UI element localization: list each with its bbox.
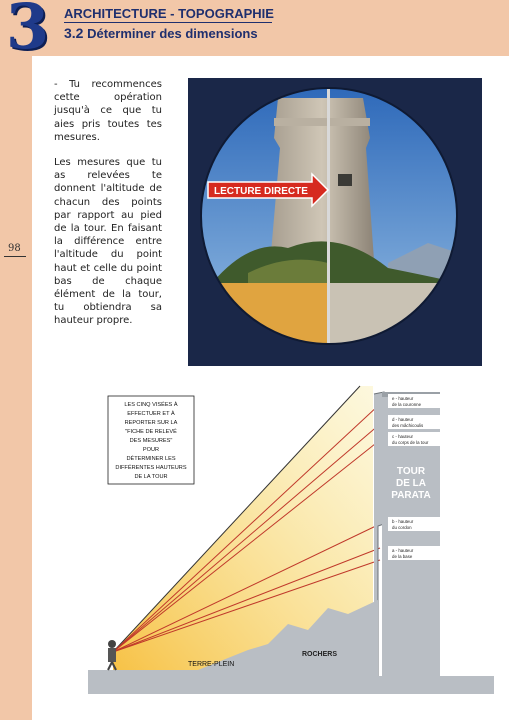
measure-label-line: du cordon [392, 525, 412, 530]
measure-label-line: a - hauteur [392, 548, 414, 553]
page-number: 98 [8, 243, 21, 254]
sighting-diagram [38, 380, 494, 694]
rochers-label: ROCHERS [302, 651, 338, 658]
chapter-number: 3 [6, 0, 50, 63]
measure-label-line: de la couronne [392, 402, 422, 407]
section-title [64, 25, 258, 41]
paragraph: Les mesures que tu as relevées te donnent l'altitude de chacun des points par rapport au pied de la tour. En faisant la différence entre l'altitude du point haut et celle du point bas de chaque élément de la tour, tu obtiendra sa hauteur propre. [54, 157, 162, 327]
tower-photo [188, 78, 482, 366]
measure-label-line: b - hauteur [392, 519, 414, 524]
lecture-directe-label: LECTURE DIRECTE [214, 186, 308, 197]
header-rule [64, 22, 272, 23]
terre-plein-label: TERRE-PLEIN [188, 661, 235, 668]
tower-label-line: TOUR [396, 466, 426, 477]
info-box-line: DE LA TOUR [134, 474, 168, 480]
info-box-line: DIFFÉRENTES HAUTEURS [115, 465, 187, 471]
section-title-text: Déterminer des dimensions [87, 26, 258, 41]
tower-label-line: DE LA [396, 478, 426, 489]
chapter-title: ARCHITECTURE - TOPOGRAPHIE [64, 6, 274, 21]
measure-label-c [388, 432, 440, 446]
measure-label-e [388, 394, 440, 408]
body-text [54, 78, 162, 340]
measure-label-line: de la base [392, 554, 413, 559]
info-box-line: EFFECTUER ET À [127, 411, 175, 417]
measure-label-a [388, 546, 440, 560]
info-box-line: DÉTERMINER LES [126, 456, 176, 462]
measure-label-b [388, 517, 440, 531]
sighting-diagram-svg [38, 380, 494, 694]
measure-label-line: c - hauteur [392, 434, 413, 439]
paragraph: - Tu recommences cette opération jusqu'à ce que tu aies pris toutes tes mesures. [54, 79, 162, 143]
info-box-line: LES CINQ VISÉES À [124, 402, 178, 408]
measure-label-line: du corps de la tour [392, 440, 429, 445]
observer-icon [108, 640, 116, 670]
measure-label-line: e - hauteur [392, 396, 414, 401]
info-box-line: POUR [142, 447, 160, 453]
measure-label-d [388, 415, 440, 429]
info-box-line: DES MESURES" [129, 438, 173, 444]
eyepiece-view [188, 78, 482, 366]
info-box-line: "FICHE DE RELEVÉ [125, 429, 177, 435]
tower-label-line: PARATA [391, 490, 431, 501]
info-box-line: REPORTER SUR LA [124, 420, 178, 426]
section-number: 3.2 [64, 25, 84, 41]
info-box [108, 396, 194, 484]
page-number-rule [4, 256, 26, 257]
measure-label-line: d - hauteur [392, 417, 414, 422]
side-band [0, 0, 32, 720]
measure-label-line: des mâchicoulis [392, 423, 424, 428]
tower-label [391, 466, 430, 501]
